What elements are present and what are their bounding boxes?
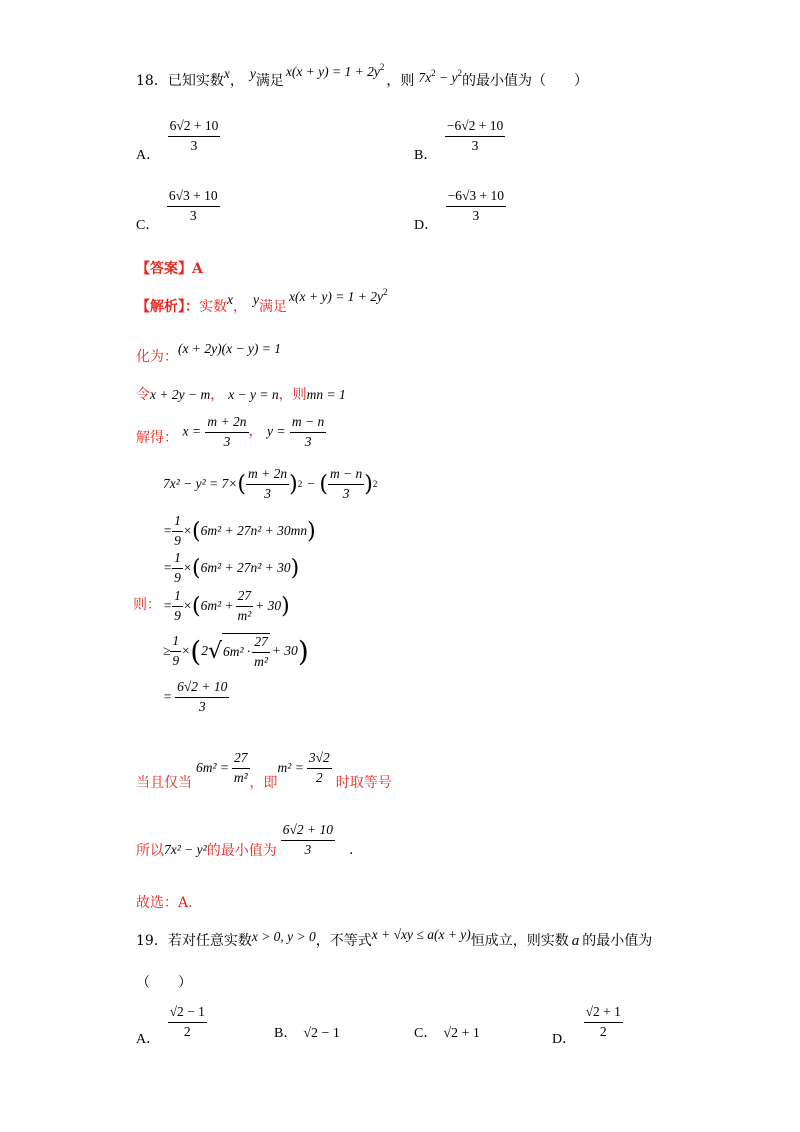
q18-expression: $7x^2 - y^2$ (418, 68, 462, 85)
step-5-radicand: 6m² · $\frac{27}{\text{m²}}$ (223, 633, 268, 669)
analysis-line-3: 令x + 2y − m， x − y = n，则mn = 1 (136, 387, 346, 403)
q19-text-1: 若对任意实数 (167, 933, 252, 949)
equality-frac: $\frac{27}{\text{m²}}$ (233, 750, 248, 785)
analysis-line-4: 解得： x = $\frac{m + 2n}{3}$ ， y = $\frac{m - n}{3}$ (136, 414, 325, 449)
equality-line (136, 750, 392, 791)
analysis-line-1 (136, 287, 388, 316)
label-ze-colon: 则： (133, 597, 161, 613)
option-label: B． (274, 1026, 298, 1041)
step-2-expr: 6m² + 27n² + 30mn (200, 523, 308, 538)
q18-option-a (136, 118, 220, 163)
option-fraction: $\frac{√2 + 1}{2}$ (585, 1004, 621, 1039)
q19-condition: x > 0, y > 0 (251, 929, 316, 944)
q18-option-b (414, 118, 505, 163)
q18-text-4: 的最小值为（ ） (461, 73, 588, 89)
period: . (348, 841, 354, 858)
final-choice: 故选：A. (136, 895, 193, 911)
substitution-n: x − y = n (228, 387, 279, 402)
step-1: 7x² − y² = 7× ( $\frac{m + 2n}{3}$ ) 2 − ( $\frac{m - n}{3}$ ) 2 (163, 466, 378, 501)
q19-paren: （ ） (136, 975, 192, 991)
equality-m: m² = (277, 759, 304, 775)
equality-text-3: 时取等号 (335, 774, 392, 791)
product-mn: mn = 1 (306, 387, 346, 402)
option-label: D． (414, 217, 439, 233)
step-5-coef: 2 (201, 643, 208, 658)
analysis-text-2: 满足 (259, 299, 287, 315)
step-1-frac-2: $\frac{m - n}{3}$ (329, 466, 363, 501)
option-label: A． (136, 147, 161, 163)
step-3-expr: 6m² + 27n² + 30 (200, 560, 291, 575)
comma: ， (233, 299, 247, 315)
step-4-b: + 30 (255, 598, 282, 613)
q19-stem (136, 927, 653, 950)
label-huawei: 化为： (136, 349, 178, 365)
x-eq: x = (182, 423, 201, 439)
var-x: x (227, 292, 233, 307)
analysis-line-2 (136, 338, 282, 365)
equality-lhs: 6m² = (196, 759, 230, 775)
step-4-frac: $\frac{27}{\text{m²}}$ (237, 588, 252, 623)
q19-number: 19． (136, 933, 168, 949)
q19-option-a (136, 1004, 207, 1047)
q19-option-b (274, 1022, 340, 1042)
step-6-frac: $\frac{6√2 + 10}{3}$ (177, 679, 228, 714)
option-label: C． (414, 1026, 438, 1041)
option-label: A． (136, 1031, 161, 1047)
q18-text-3: ，则 (386, 73, 415, 89)
label-jiede: 解得： (136, 429, 178, 446)
var-a: a (571, 933, 580, 949)
equality-m-frac: $\frac{3√2}{2}$ (308, 750, 330, 785)
option-label: C． (136, 217, 160, 233)
q18-condition: $x(x + y) = 1 + 2y^2$ (285, 62, 385, 79)
q18-option-d (414, 188, 506, 233)
q18-stem (136, 62, 588, 90)
var-y: y (253, 292, 259, 307)
option-label: B． (414, 147, 438, 163)
option-value: √2 + 1 (443, 1026, 480, 1041)
label-ling: 令 (136, 387, 150, 403)
step-1-frac-1: $\frac{m + 2n}{3}$ (248, 466, 288, 501)
option-fraction: $\frac{6√2 + 10}{3}$ (169, 118, 219, 153)
one-ninth: $\frac{1}{9}$ (174, 550, 181, 585)
analysis-heading: 【解析】： (136, 299, 199, 315)
q19-text-3: 恒成立，则实数 (470, 933, 569, 949)
option-fraction: $\frac{√2 - 1}{2}$ (169, 1004, 205, 1039)
minimum-frac: $\frac{6√2 + 10}{3}$ (282, 822, 333, 857)
analysis-text: 实数 (199, 299, 227, 315)
answer-line: 【答案】A (136, 261, 203, 277)
step-5-c: + 30 (271, 643, 298, 658)
var-x: x (223, 66, 230, 81)
one-ninth: $\frac{1}{9}$ (174, 588, 181, 623)
q18-text-2: 满足 (255, 73, 284, 89)
step-4: = $\frac{1}{9}$ × ( 6m² + $\frac{27}{\text{m²}}$ + 30 ) (163, 588, 290, 623)
one-ninth: $\frac{1}{9}$ (174, 513, 181, 548)
q18-number: 18． (136, 73, 168, 89)
minimum-text-2: 的最小值为 (206, 842, 277, 859)
factored-equation: (x + 2y)(x − y) = 1 (178, 341, 282, 356)
minimum-line (136, 822, 353, 857)
option-fraction: $\frac{-6√3 + 10}{3}$ (447, 188, 505, 223)
option-label: D． (552, 1031, 577, 1047)
q19-text-4: 的最小值为 (582, 933, 653, 949)
step-5: ≥ $\frac{1}{9}$ × ( 2 √ 6m² · $\frac{27}{\text{m²}}$ + 30 ) (163, 633, 309, 669)
q19-text-2: ，不等式 (315, 933, 372, 949)
step-6: = $\frac{6√2 + 10}{3}$ (163, 679, 228, 714)
equality-text-1: 当且仅当 (136, 774, 192, 791)
var-y: y (249, 66, 256, 81)
step-3: = $\frac{1}{9}$ × ( 6m² + 27n² + 30 ) (163, 550, 300, 585)
minimum-expr: 7x² − y² (164, 841, 207, 857)
condition: $x(x + y) = 1 + 2y^2$ (289, 287, 388, 304)
substitution-m: x + 2y − m (150, 387, 211, 402)
comma: ， (229, 73, 244, 89)
q19-option-d (552, 1004, 623, 1047)
comma: ， (210, 387, 225, 403)
q19-option-c (414, 1022, 480, 1042)
q18-text: 已知实数 (167, 73, 224, 89)
step-4-a: 6m² + (200, 598, 234, 613)
minimum-text-1: 所以 (136, 842, 164, 859)
option-value: √2 − 1 (303, 1026, 340, 1041)
q18-option-c (136, 188, 220, 233)
one-ninth: $\frac{1}{9}$ (172, 633, 180, 668)
label-ze: 则 (292, 387, 307, 403)
step-1-lhs: 7x² − y² = 7× (163, 476, 238, 491)
equality-text-2: ，即 (249, 774, 278, 791)
option-fraction: $\frac{6√3 + 10}{3}$ (168, 188, 218, 223)
step-2: = $\frac{1}{9}$ × ( 6m² + 27n² + 30mn ) (163, 513, 316, 548)
y-eq: y = (266, 423, 286, 439)
q19-inequality: x + √xy ≤ a(x + y) (371, 927, 471, 942)
x-fraction: $\frac{m + 2n}{3}$ (207, 414, 247, 449)
option-fraction: $\frac{-6√2 + 10}{3}$ (446, 118, 504, 153)
y-fraction: $\frac{m - n}{3}$ (291, 414, 325, 449)
